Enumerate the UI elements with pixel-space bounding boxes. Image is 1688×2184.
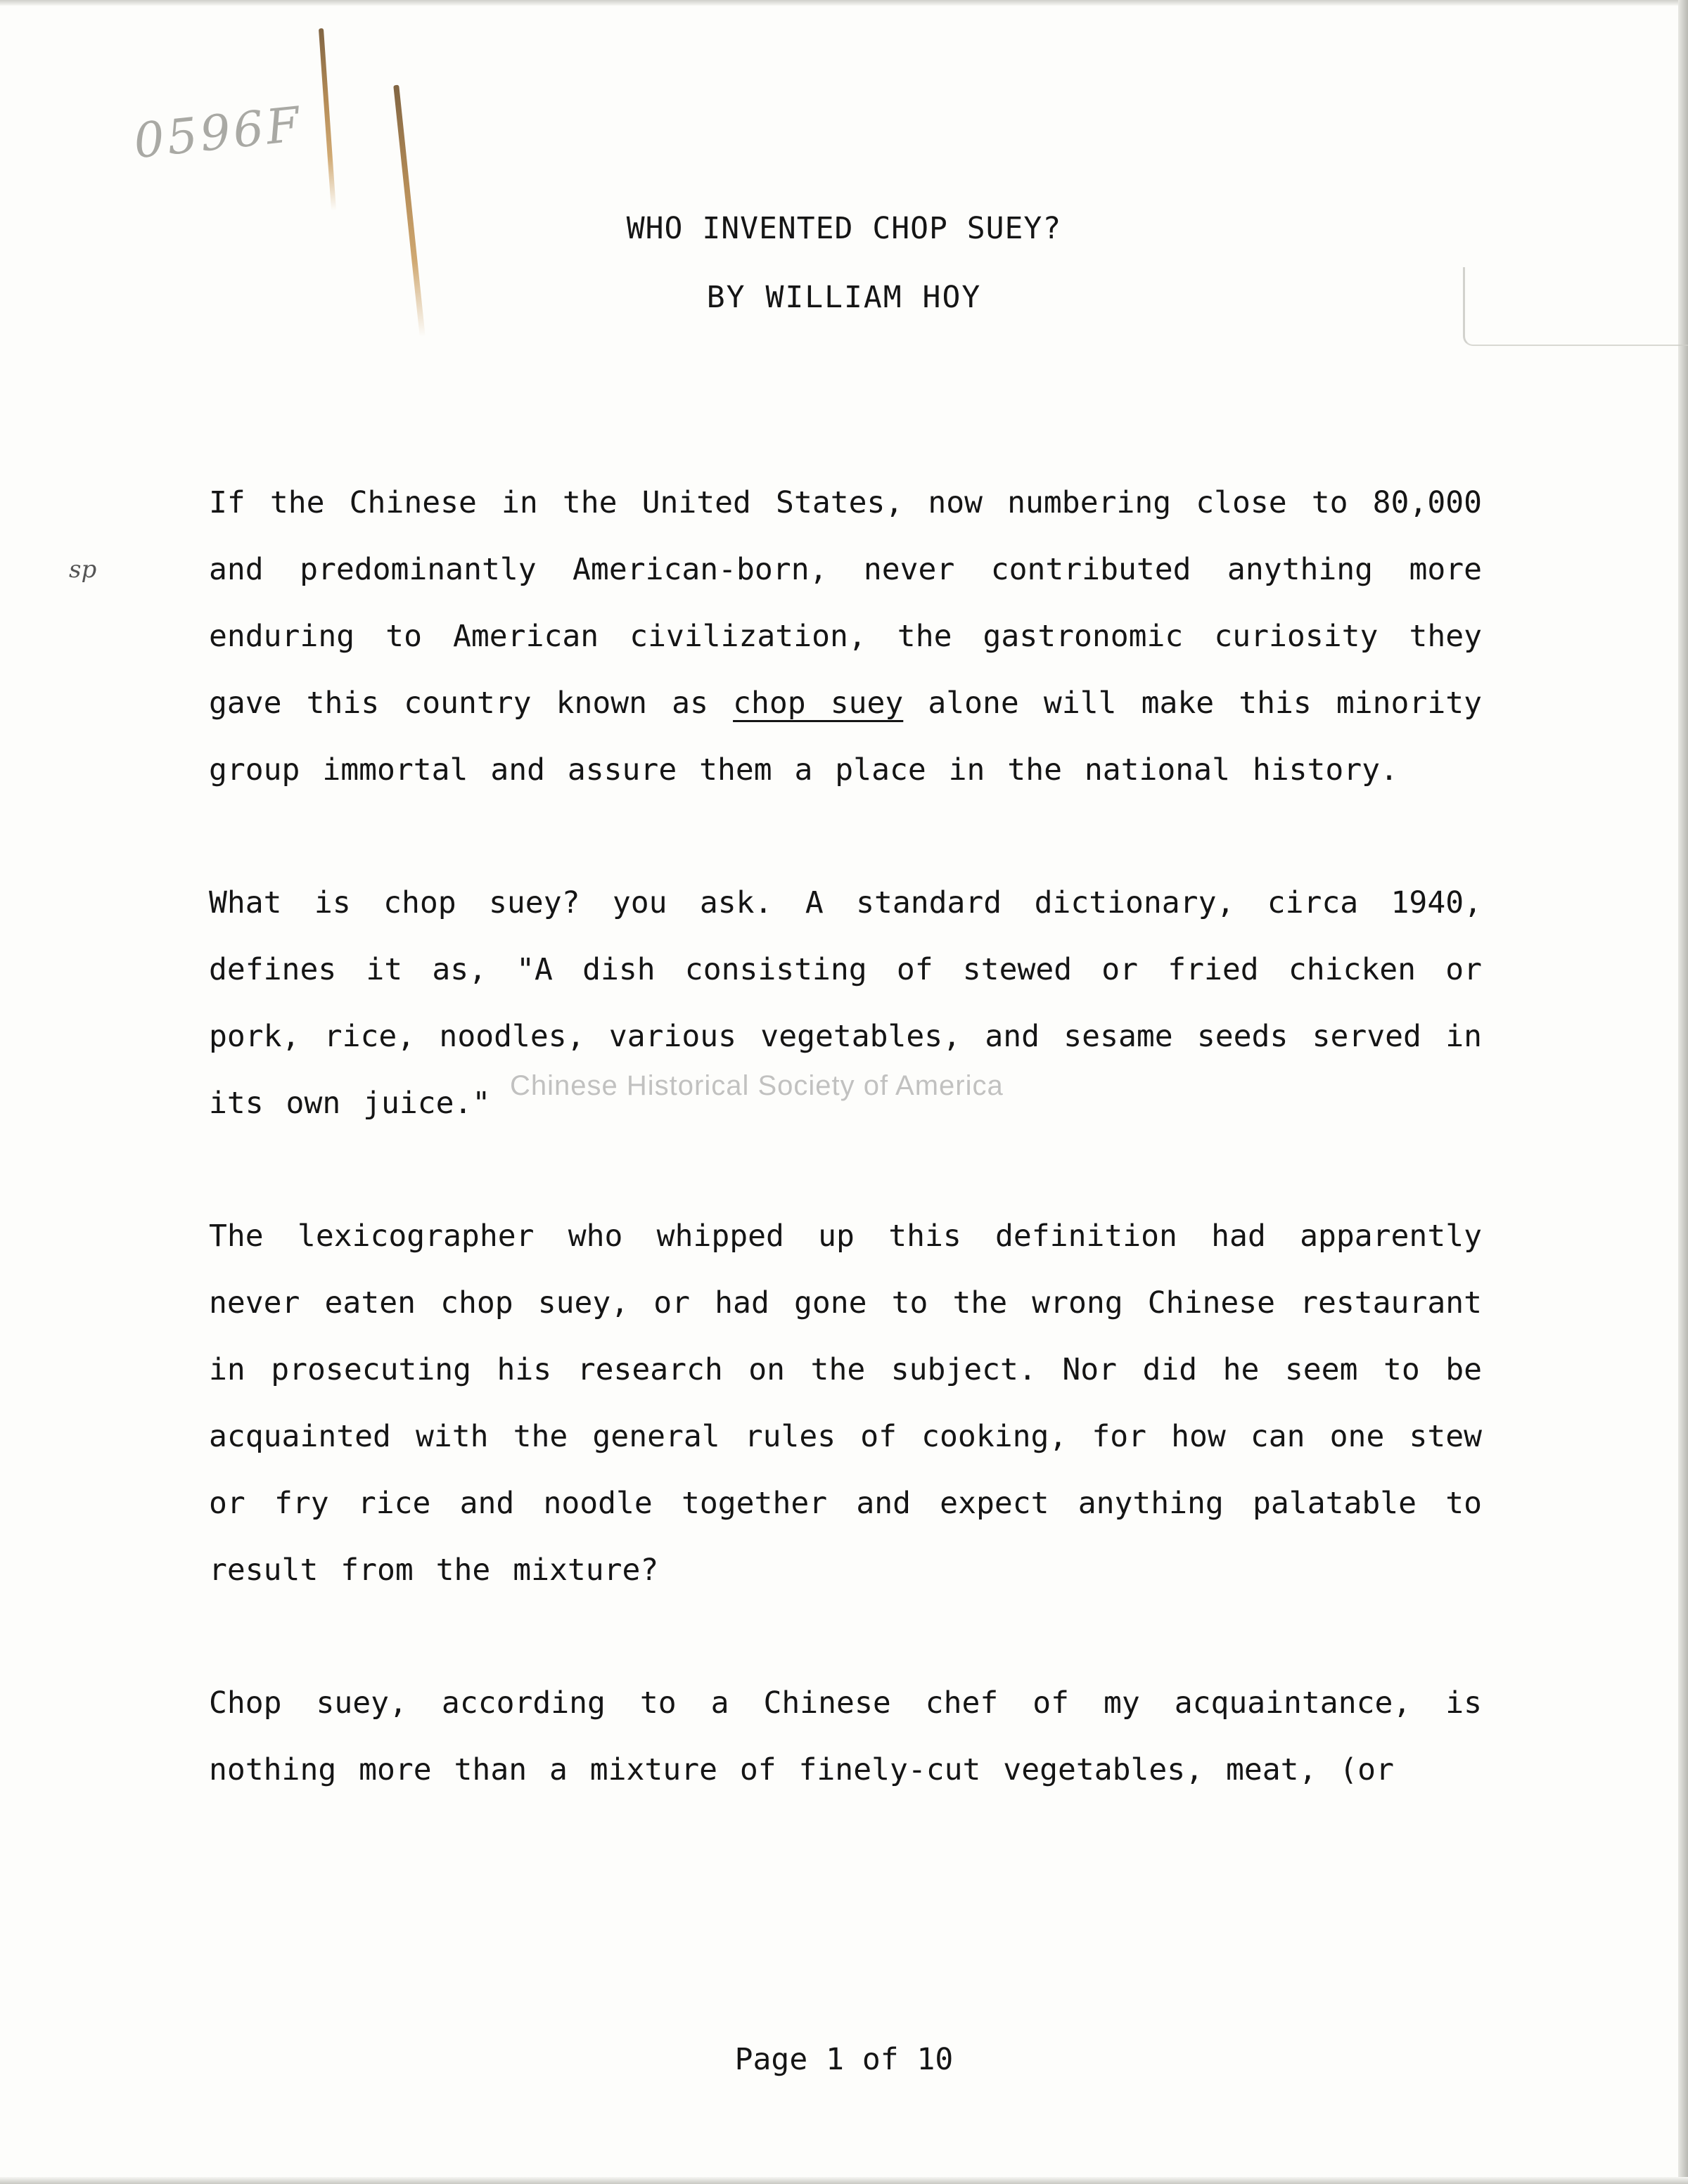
page-number: Page 1 of 10 [734,2042,954,2077]
staple-rust-mark [319,28,336,211]
document-byline: BY WILLIAM HOY [706,280,982,315]
paragraph: Chop suey, according to a Chinese chef of my acquaintance, is nothing more than a mixture of finely-cut vegetables, meat, (or [209,1685,1482,1787]
document-title: WHO INVENTED CHOP SUEY? [626,211,1062,246]
watermark: Chinese Historical Society of America [510,1070,1004,1101]
paper-bottom-edge [0,2177,1688,2184]
paragraph: The lexicographer who whipped up this definition had apparently never eaten chop suey, or had gone to the wrong Chinese restaurant in prosecuting his research on the subject. Nor did he seem to be acquainted with the general rules of cooking, for how can one stew or fry rice and noodle together and expect anything palatable to result from the mixture? [209,1219,1482,1588]
underlined-term: chop suey [733,686,904,721]
paragraph: What is chop suey? you ask. A standard dictionary, circa 1940, defines it as, "A dish consisting of stewed or fried chicken or pork, rice, noodles, various vegetables, and sesame seeds served in its own juice." [209,885,1482,1121]
document-body [209,470,1482,1804]
paragraph-text: If the Chinese in the United States, now numbering close to 80,000 and predominantly American-born, never contributed anything more enduring to American civilization, the gastronomic curiosity they gave this country known as [209,485,1482,721]
paragraph [209,470,1482,804]
handwritten-margin-note: sp [69,555,97,584]
handwritten-archive-id: 0596F [131,96,305,170]
paragraph-text: alone will make this minority group immortal and assure them a place in the national history. [209,686,1482,788]
paper-top-edge [0,0,1688,6]
